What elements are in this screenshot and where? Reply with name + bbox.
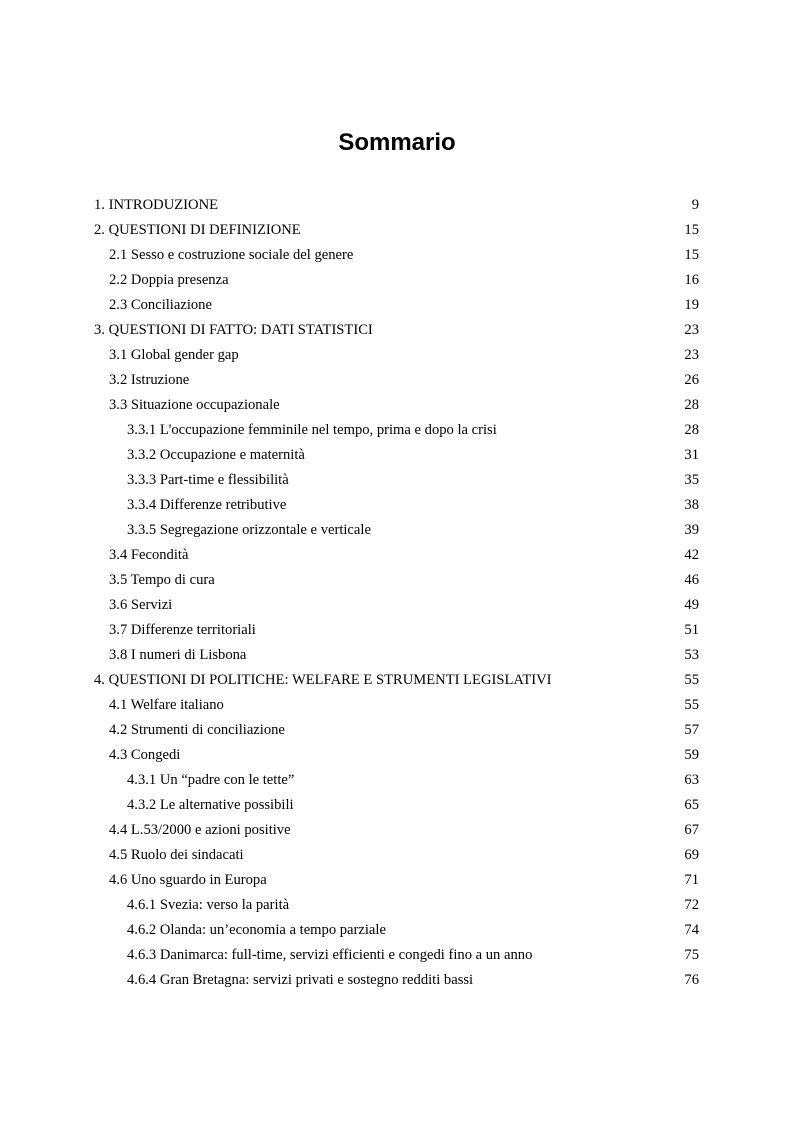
toc-entry-page-number: 16: [684, 272, 699, 288]
toc-entry[interactable]: [94, 368, 699, 393]
toc-entry-page-number: 39: [684, 522, 699, 538]
toc-entry[interactable]: [94, 568, 699, 593]
toc-entry-page-number: 23: [684, 347, 699, 363]
toc-entry-label: 2.2 Doppia presenza: [109, 272, 229, 288]
toc-entry-label: 2.3 Conciliazione: [109, 297, 212, 313]
toc-entry-label: 3.2 Istruzione: [109, 372, 190, 388]
toc-entry-page-number: 26: [684, 372, 699, 388]
toc-entry[interactable]: [94, 718, 699, 743]
toc-entry-page-number: 63: [684, 772, 699, 788]
toc-entry[interactable]: [94, 418, 699, 443]
toc-entry-label: 3.3 Situazione occupazionale: [109, 397, 280, 413]
toc-entry-page-number: 9: [691, 197, 699, 213]
toc-entry-label: 3.3.1 L'occupazione femminile nel tempo, prima e dopo la crisi: [127, 422, 497, 438]
toc-entry-label: 4.6.1 Svezia: verso la parità: [127, 897, 290, 913]
toc-entry-label: 4.3.1 Un “padre con le tette”: [127, 772, 295, 788]
toc-entry[interactable]: [94, 643, 699, 668]
toc-entry-page-number: 75: [684, 947, 699, 963]
toc-entry[interactable]: [94, 843, 699, 868]
toc-entry[interactable]: [94, 893, 699, 918]
toc-entry-label: 4.2 Strumenti di conciliazione: [109, 722, 285, 738]
toc-entry-label: 4.6 Uno sguardo in Europa: [109, 872, 267, 888]
toc-entry-page-number: 31: [684, 447, 699, 463]
toc-entry[interactable]: [94, 193, 699, 218]
toc-entry[interactable]: [94, 793, 699, 818]
toc-entry-page-number: 55: [684, 672, 699, 688]
toc-entry-page-number: 49: [684, 597, 699, 613]
toc-entry-label: 3.5 Tempo di cura: [109, 572, 215, 588]
toc-entry-page-number: 51: [684, 622, 699, 638]
toc-entry[interactable]: [94, 768, 699, 793]
toc-entry[interactable]: [94, 318, 699, 343]
toc-entry-page-number: 59: [684, 747, 699, 763]
toc-entry-page-number: 72: [684, 897, 699, 913]
toc-entry-label: 3. QUESTIONI DI FATTO: DATI STATISTICI: [94, 322, 373, 338]
toc-entry-page-number: 38: [684, 497, 699, 513]
toc-entry[interactable]: [94, 468, 699, 493]
toc-entry-label: 4.4 L.53/2000 e azioni positive: [109, 822, 291, 838]
toc-entry-page-number: 57: [684, 722, 699, 738]
toc-entry-label: 3.3.3 Part-time e flessibilità: [127, 472, 289, 488]
toc-entry[interactable]: [94, 293, 699, 318]
toc-entry-page-number: 55: [684, 697, 699, 713]
toc-entry-label: 3.3.4 Differenze retributive: [127, 497, 287, 513]
toc-entry-label: 3.7 Differenze territoriali: [109, 622, 256, 638]
toc-entry[interactable]: [94, 693, 699, 718]
toc-entry-page-number: 46: [684, 572, 699, 588]
toc-entry-page-number: 53: [684, 647, 699, 663]
toc-entry-label: 1. INTRODUZIONE: [94, 197, 219, 213]
toc-entry[interactable]: [94, 618, 699, 643]
toc-entry[interactable]: [94, 243, 699, 268]
toc-entry-label: 3.3.5 Segregazione orizzontale e verticale: [127, 522, 371, 538]
toc-entry[interactable]: [94, 668, 699, 693]
toc-entry-label: 3.1 Global gender gap: [109, 347, 239, 363]
table-of-contents: [94, 193, 699, 993]
toc-entry-label: 4.3 Congedi: [109, 747, 181, 763]
toc-entry-label: 4.3.2 Le alternative possibili: [127, 797, 294, 813]
toc-entry-page-number: 65: [684, 797, 699, 813]
toc-entry-label: 3.6 Servizi: [109, 597, 173, 613]
toc-entry[interactable]: [94, 818, 699, 843]
toc-entry[interactable]: [94, 393, 699, 418]
toc-entry-page-number: 76: [684, 972, 699, 988]
toc-entry-label: 4.6.2 Olanda: un’economia a tempo parziale: [127, 922, 386, 938]
toc-entry[interactable]: [94, 868, 699, 893]
toc-entry-label: 3.3.2 Occupazione e maternità: [127, 447, 305, 463]
toc-entry-page-number: 28: [684, 397, 699, 413]
toc-entry[interactable]: [94, 968, 699, 993]
toc-entry-label: 3.4 Fecondità: [109, 547, 189, 563]
toc-entry[interactable]: [94, 343, 699, 368]
toc-entry-label: 4.5 Ruolo dei sindacati: [109, 847, 244, 863]
toc-entry-label: 2.1 Sesso e costruzione sociale del genere: [109, 247, 354, 263]
toc-entry[interactable]: [94, 518, 699, 543]
toc-entry-page-number: 69: [684, 847, 699, 863]
page-title: Sommario: [338, 129, 456, 156]
toc-entry-page-number: 42: [684, 547, 699, 563]
toc-entry[interactable]: [94, 593, 699, 618]
toc-entry[interactable]: [94, 918, 699, 943]
toc-entry[interactable]: [94, 743, 699, 768]
toc-entry-page-number: 67: [684, 822, 699, 838]
toc-entry-label: 2. QUESTIONI DI DEFINIZIONE: [94, 222, 301, 238]
toc-entry-label: 3.8 I numeri di Lisbona: [109, 647, 247, 663]
toc-entry-label: 4.6.3 Danimarca: full-time, servizi efficienti e congedi fino a un anno: [127, 947, 533, 963]
toc-entry[interactable]: [94, 943, 699, 968]
toc-entry[interactable]: [94, 543, 699, 568]
toc-entry-page-number: 74: [684, 922, 699, 938]
toc-entry[interactable]: [94, 268, 699, 293]
toc-entry-page-number: 19: [684, 297, 699, 313]
toc-entry-page-number: 28: [684, 422, 699, 438]
toc-entry-label: 4.1 Welfare italiano: [109, 697, 224, 713]
toc-entry-label: 4.6.4 Gran Bretagna: servizi privati e sostegno redditi bassi: [127, 972, 474, 988]
toc-entry-page-number: 15: [684, 247, 699, 263]
toc-entry-page-number: 71: [684, 872, 699, 888]
toc-entry-page-number: 23: [684, 322, 699, 338]
toc-entry-label: 4. QUESTIONI DI POLITICHE: WELFARE E STRUMENTI LEGISLATIVI: [94, 672, 552, 688]
toc-entry[interactable]: [94, 493, 699, 518]
toc-entry-page-number: 15: [684, 222, 699, 238]
toc-entry-page-number: 35: [684, 472, 699, 488]
toc-entry[interactable]: [94, 443, 699, 468]
toc-entry[interactable]: [94, 218, 699, 243]
